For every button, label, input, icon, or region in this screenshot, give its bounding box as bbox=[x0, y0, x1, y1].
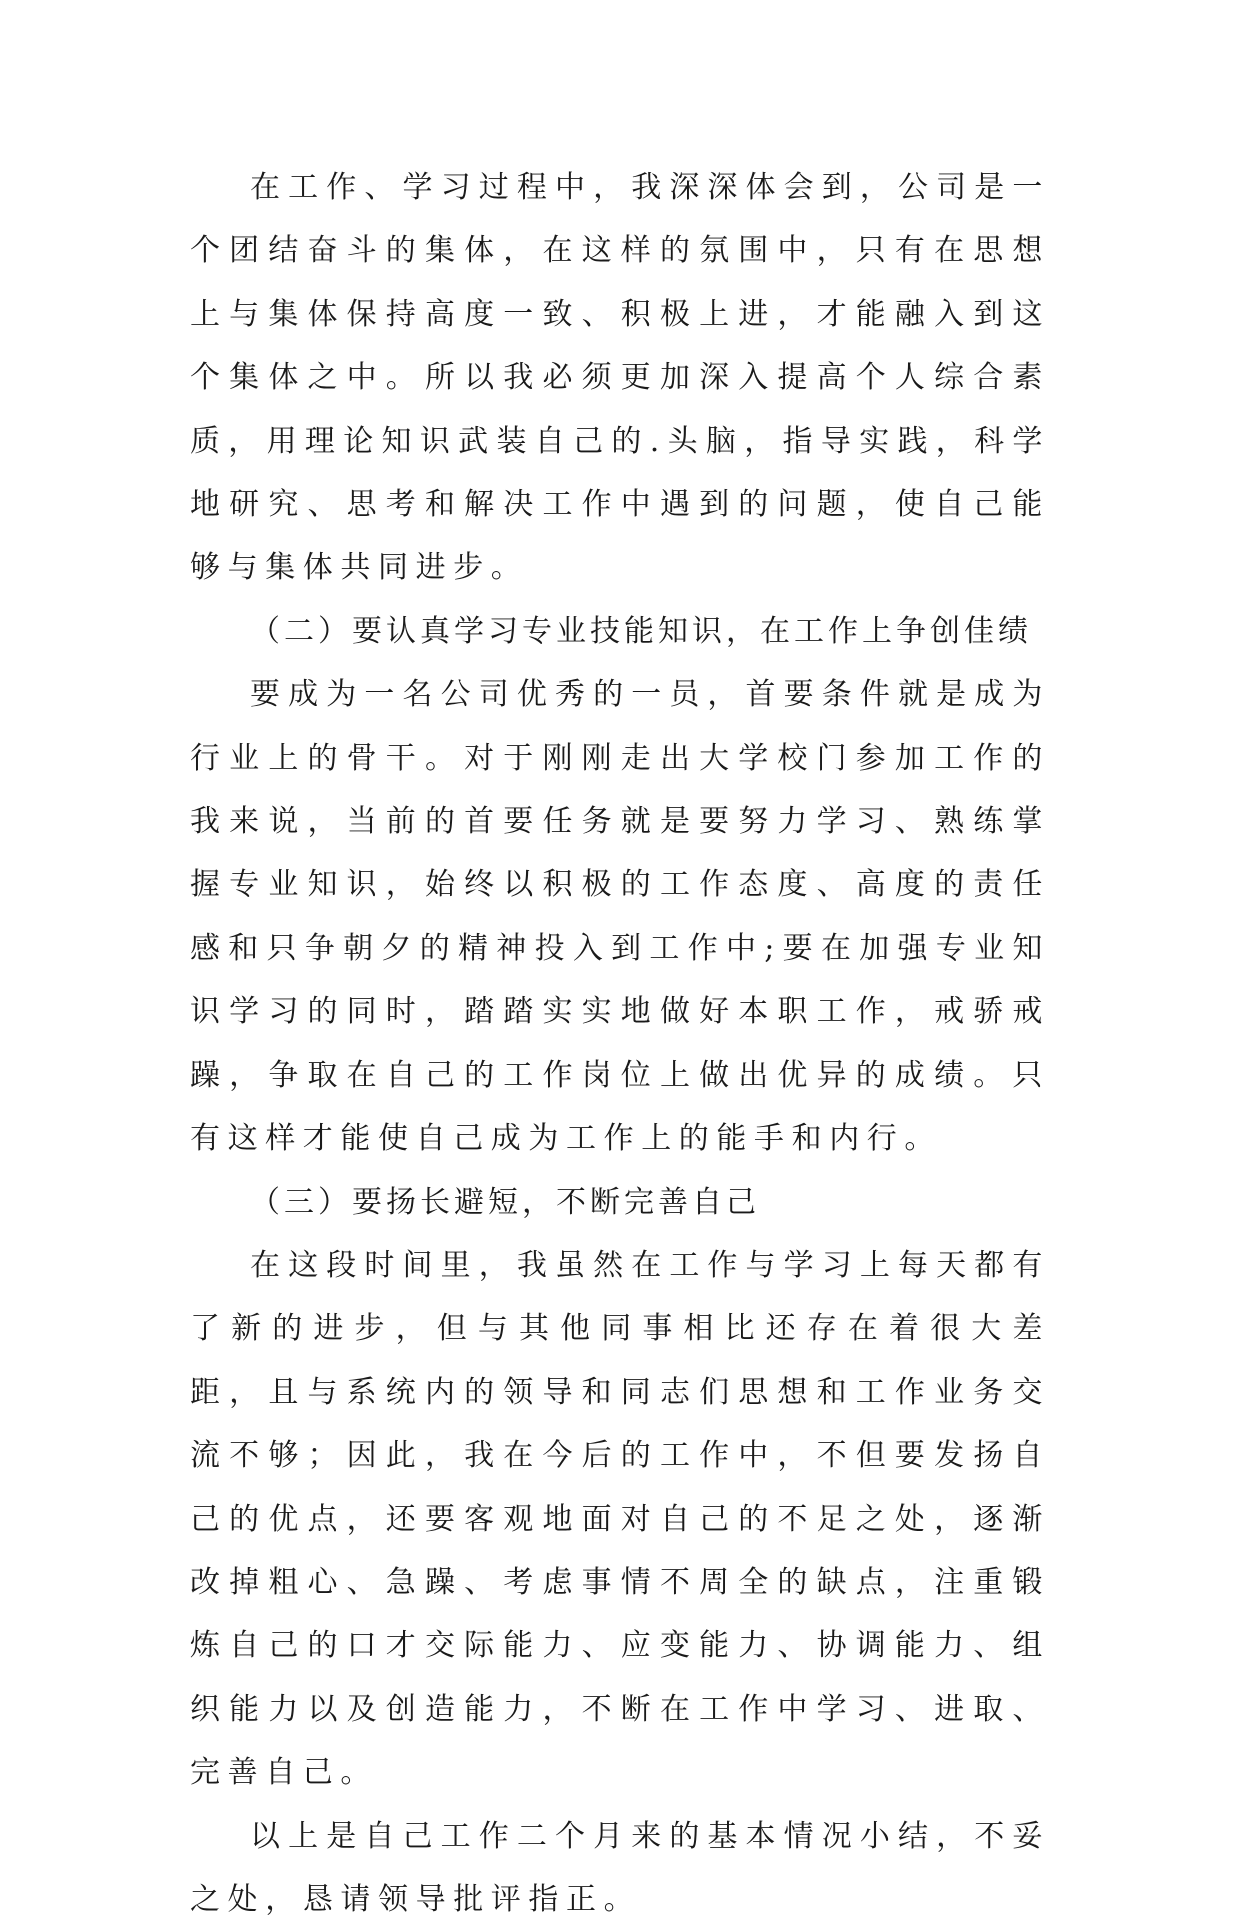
paragraph-closing: 以上是自己工作二个月来的基本情况小结，不妥之处，恳请领导批评指正。 bbox=[190, 1818, 1050, 1917]
paragraph-self-improvement: 在这段时间里，我虽然在工作与学习上每天都有了新的进步，但与其他同事相比还存在着很大差距，且与系统内的领导和同志们思想和工作业务交流不够；因此，我在今后的工作中，不但要发扬自己的优点，还要客观地面对自己的不足之处，逐渐改掉粗心、急躁、考虑事情不周全的缺点，注重锻炼自己的口才交际能力、应变能力、协调能力、组织能力以及创造能力，不断在工作中学习、进取、完善自己。 bbox=[190, 1247, 1050, 1791]
section-heading-2: （二）要认真学习专业技能知识，在工作上争创佳绩 bbox=[250, 613, 1032, 649]
section-heading-3: （三）要扬长避短，不断完善自己 bbox=[250, 1184, 760, 1220]
paragraph-professional-skills: 要成为一名公司优秀的一员，首要条件就是成为行业上的骨干。对于刚刚走出大学校门参加工作的我来说，当前的首要任务就是要努力学习、熟练掌握专业知识，始终以积极的工作态度、高度的责任感和只争朝夕的精神投入到工作中;要在加强专业知识学习的同时，踏踏实实地做好本职工作，戒骄戒躁，争取在自己的工作岗位上做出优异的成绩。只有这样才能使自己成为工作上的能手和内行。 bbox=[190, 677, 1050, 1157]
paragraph-teamwork: 在工作、学习过程中，我深深体会到，公司是一个团结奋斗的集体，在这样的氛围中，只有在思想上与集体保持高度一致、积极上进，才能融入到这个集体之中。所以我必须更加深入提高个人综合素质，用理论知识武装自己的.头脑，指导实践，科学地研究、思考和解决工作中遇到的问题，使自己能够与集体共同进步。 bbox=[190, 170, 1050, 586]
document-body bbox=[190, 156, 1050, 1931]
